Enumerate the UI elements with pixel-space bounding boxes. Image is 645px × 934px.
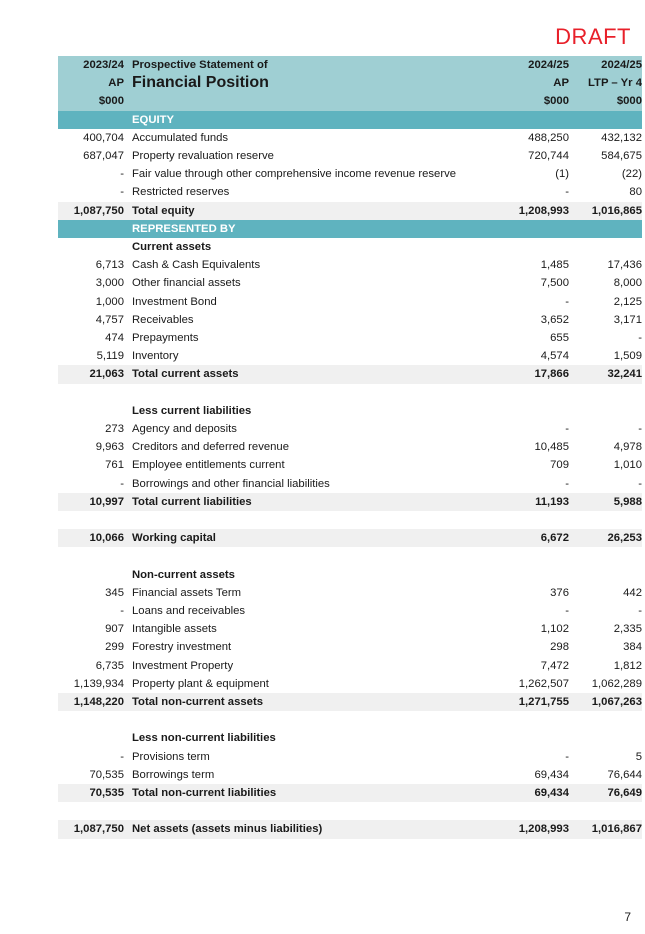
spacer-row [58,384,642,402]
table-row [58,602,642,620]
table-body [58,56,642,839]
col-2024-25-ltp-year: 2024/25 [569,56,642,74]
current-liabilities-total-row [58,493,642,511]
value-2024-25-ltp: - [638,332,642,345]
value-2023-24: 761 [105,459,124,472]
non-current-liabilities [58,729,642,747]
line-item-label: Employee entitlements current [132,459,285,472]
col-2024-25-ltp-basis: LTP – Yr 4 [569,74,642,92]
table-row [58,657,642,675]
line-item-label: Intangible assets [132,623,217,636]
col-2023-24-year: 2023/24 [58,56,124,74]
value-2023-24: 21,063 [58,365,124,383]
value-2024-25-ap: 7,500 [540,277,569,290]
total-equity-row [58,202,642,220]
table-row [58,129,642,147]
value-2023-24: 10,997 [58,493,124,511]
line-item-label: Total current liabilities [124,493,494,511]
value-2023-24: 9,963 [95,441,124,454]
value-2023-24: 345 [105,586,124,599]
statement-title-line2: Financial Position [124,74,494,92]
value-2024-25-ltp: 1,062,289 [591,677,642,690]
line-item-label: Other financial assets [132,277,241,290]
value-2024-25-ltp: 32,241 [569,365,642,383]
value-2024-25-ltp: 5,988 [569,493,642,511]
col-2024-25-ap-units: $000 [494,92,569,110]
col-2024-25-ltp-units: $000 [569,92,642,110]
value-2023-24: 1,139,934 [73,677,124,690]
value-2024-25-ltp: 26,253 [569,529,642,547]
value-2024-25-ltp: 80 [629,186,642,199]
spacer-row [58,547,642,565]
value-2023-24: 273 [105,423,124,436]
value-2023-24: - [120,168,124,181]
table-row [58,329,642,347]
spacer-row [58,711,642,729]
value-2023-24: 1,087,750 [58,820,124,838]
value-2023-24: 70,535 [89,768,124,781]
current-assets-label: Current assets [132,241,212,254]
value-2024-25-ap: 3,652 [540,313,569,326]
value-2024-25-ap: 1,271,755 [494,693,569,711]
value-2024-25-ltp: 384 [623,641,642,654]
line-item-label: Investment Property [132,659,234,672]
value-2023-24: 5,119 [96,350,124,363]
table-row [58,675,642,693]
value-2024-25-ap: 376 [550,586,569,599]
value-2024-25-ltp: - [638,477,642,490]
table-row [58,620,642,638]
value-2024-25-ap: 4,574 [540,350,569,363]
table-row [58,347,642,365]
value-2024-25-ap: 1,485 [540,259,569,272]
value-2023-24: 1,087,750 [58,202,124,220]
value-2023-24: 907 [105,623,124,636]
value-2024-25-ap: 11,193 [494,493,569,511]
value-2024-25-ltp: 1,812 [613,659,642,672]
value-2023-24: 1,148,220 [58,693,124,711]
table-row [58,274,642,292]
value-2024-25-ap: - [565,295,569,308]
col-2024-25-ap-year: 2024/25 [494,56,569,74]
line-item-label: Fair value through other comprehensive income revenue reserve [132,168,457,181]
table-row [58,456,642,474]
line-item-label: Total non-current assets [124,693,494,711]
line-item-label: Investment Bond [132,295,217,308]
section-equity [58,111,642,129]
value-2024-25-ap: 69,434 [494,784,569,802]
value-2023-24: 299 [105,641,124,654]
value-2024-25-ap: 488,250 [528,131,569,144]
line-item-label: Receivables [132,313,194,326]
line-item-label: Borrowings term [132,768,215,781]
col-2023-24-basis: AP [58,74,124,92]
header-row-years [58,56,642,74]
col-2023-24-units: $000 [58,92,124,110]
line-item-label: Prepayments [132,332,199,345]
value-2024-25-ap: 10,485 [534,441,569,454]
current-liabilities-label: Less current liabilities [132,404,252,417]
table-row [58,438,642,456]
value-2024-25-ltp: 3,171 [613,313,642,326]
value-2024-25-ap: 298 [550,641,569,654]
value-2023-24: - [120,750,124,763]
page-number: 7 [624,910,631,924]
line-item-label: Restricted reserves [132,186,230,199]
value-2024-25-ltp: 1,016,867 [569,820,642,838]
line-item-label: Loans and receivables [132,605,246,618]
current-assets-total-row [58,365,642,383]
value-2023-24: 474 [105,332,124,345]
value-2024-25-ap: 1,102 [540,623,569,636]
value-2024-25-ltp: 1,016,865 [569,202,642,220]
line-item-label: Working capital [124,529,494,547]
line-item-label: Net assets (assets minus liabilities) [124,820,494,838]
value-2024-25-ap: 6,672 [494,529,569,547]
value-2024-25-ap: (1) [555,168,569,181]
value-2024-25-ltp: 1,509 [613,350,642,363]
value-2024-25-ltp: - [638,605,642,618]
value-2023-24: 70,535 [58,784,124,802]
table-row [58,256,642,274]
value-2024-25-ltp: - [638,423,642,436]
line-item-label: Total current assets [124,365,494,383]
section-represented-by-label: REPRESENTED BY [124,220,494,238]
value-2024-25-ltp: 76,644 [607,768,642,781]
value-2023-24: 3,000 [95,277,124,290]
value-2024-25-ap: 1,262,507 [518,677,569,690]
spacer-row [58,802,642,820]
table-row [58,311,642,329]
non-current-liabilities-total-row [58,784,642,802]
value-2023-24: 400,704 [83,131,124,144]
value-2024-25-ap: 69,434 [534,768,569,781]
line-item-label: Accumulated funds [132,131,229,144]
col-2024-25-ap-basis: AP [494,74,569,92]
value-2024-25-ltp: 17,436 [607,259,642,272]
value-2024-25-ltp: 4,978 [613,441,642,454]
value-2024-25-ap: 7,472 [540,659,569,672]
table-row [58,638,642,656]
value-2023-24: - [120,605,124,618]
line-item-label: Creditors and deferred revenue [132,441,289,454]
table-row [58,584,642,602]
line-item-label: Borrowings and other financial liabilities [132,477,330,490]
line-item-label: Inventory [132,350,179,363]
table-row [58,165,642,183]
value-2024-25-ap: 709 [550,459,569,472]
value-2024-25-ap: 17,866 [494,365,569,383]
table-row [58,748,642,766]
header-row-basis [58,74,642,92]
value-2023-24: 687,047 [83,150,124,163]
value-2024-25-ltp: 76,649 [569,784,642,802]
table-row [58,475,642,493]
non-current-assets-label: Non-current assets [132,568,235,581]
line-item-label: Property revaluation reserve [132,150,274,163]
value-2023-24: 1,000 [95,295,124,308]
line-item-label: Agency and deposits [132,423,237,436]
header-row-units [58,92,642,110]
statement-title-line1: Prospective Statement of [124,56,494,74]
table-row [58,420,642,438]
value-2023-24: 6,713 [95,259,124,272]
value-2023-24: - [120,186,124,199]
value-2024-25-ap: - [565,605,569,618]
line-item-label: Financial assets Term [132,586,242,599]
value-2023-24: - [120,477,124,490]
value-2024-25-ap: - [565,750,569,763]
value-2024-25-ltp: 432,132 [601,131,642,144]
current-liabilities [58,402,642,420]
value-2023-24: 4,757 [95,313,124,326]
value-2024-25-ltp: 8,000 [613,277,642,290]
value-2024-25-ap: 720,744 [528,150,569,163]
non-current-assets [58,566,642,584]
working-capital-row [58,529,642,547]
current-assets [58,238,642,256]
value-2024-25-ap: 1,208,993 [494,202,569,220]
value-2024-25-ltp: 2,335 [613,623,642,636]
value-2024-25-ltp: 1,010 [613,459,642,472]
spacer-row [58,511,642,529]
value-2023-24: 10,066 [58,529,124,547]
value-2024-25-ap: 655 [550,332,569,345]
table-row [58,766,642,784]
line-item-label: Cash & Cash Equivalents [132,259,261,272]
section-equity-label: EQUITY [124,111,494,129]
line-item-label: Provisions term [132,750,210,763]
line-item-label: Total equity [124,202,494,220]
value-2024-25-ap: - [565,423,569,436]
line-item-label: Property plant & equipment [132,677,269,690]
value-2024-25-ap: 1,208,993 [494,820,569,838]
line-item-label: Forestry investment [132,641,232,654]
value-2024-25-ap: - [565,477,569,490]
value-2024-25-ltp: 1,067,263 [569,693,642,711]
net-assets-row [58,820,642,838]
section-represented-by [58,220,642,238]
draft-watermark: DRAFT [555,24,631,49]
value-2024-25-ltp: 442 [623,586,642,599]
value-2024-25-ap: - [565,186,569,199]
value-2024-25-ltp: 584,675 [601,150,642,163]
table-row [58,293,642,311]
value-2024-25-ltp: (22) [621,168,642,181]
value-2023-24: 6,735 [95,659,124,672]
table-row [58,147,642,165]
non-current-liabilities-label: Less non-current liabilities [132,732,276,745]
value-2024-25-ltp: 2,125 [613,295,642,308]
line-item-label: Total non-current liabilities [124,784,494,802]
value-2024-25-ltp: 5 [635,750,642,763]
financial-position-table [58,56,642,839]
table-row [58,183,642,201]
non-current-assets-total-row [58,693,642,711]
